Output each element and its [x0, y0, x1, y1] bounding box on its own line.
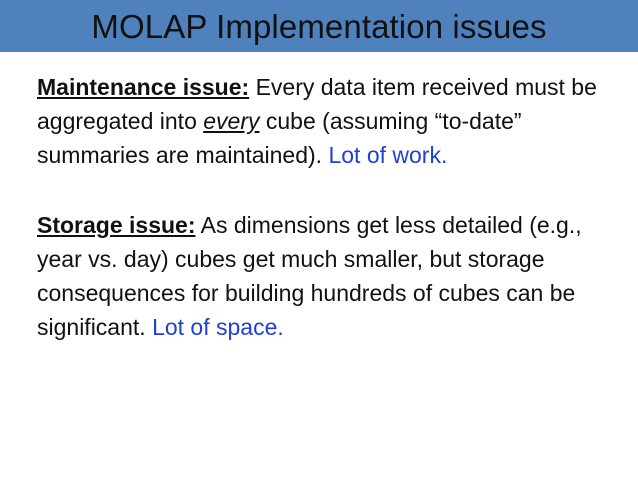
maintenance-label: Maintenance issue: — [37, 74, 250, 100]
slide-content — [37, 70, 612, 344]
storage-paragraph — [37, 208, 612, 344]
maintenance-emphasis: every — [203, 108, 260, 134]
storage-highlight: Lot of space. — [152, 314, 284, 340]
maintenance-paragraph — [37, 70, 612, 172]
maintenance-highlight: Lot of work. — [328, 142, 448, 168]
paragraph-spacer — [37, 172, 612, 208]
slide-title: MOLAP Implementation issues — [91, 7, 547, 45]
maintenance-text-part-1: Every data item received must be aggregated into — [37, 74, 597, 134]
storage-text: As dimensions get less detailed (e.g., year vs. day) cubes get much smaller, but storage consequences for building hundreds of cubes can be significant. — [37, 212, 582, 340]
maintenance-text-part-2: cube (assuming “to-date” summaries are maintained). — [37, 108, 522, 168]
title-bar — [0, 0, 638, 52]
storage-label: Storage issue: — [37, 212, 196, 238]
